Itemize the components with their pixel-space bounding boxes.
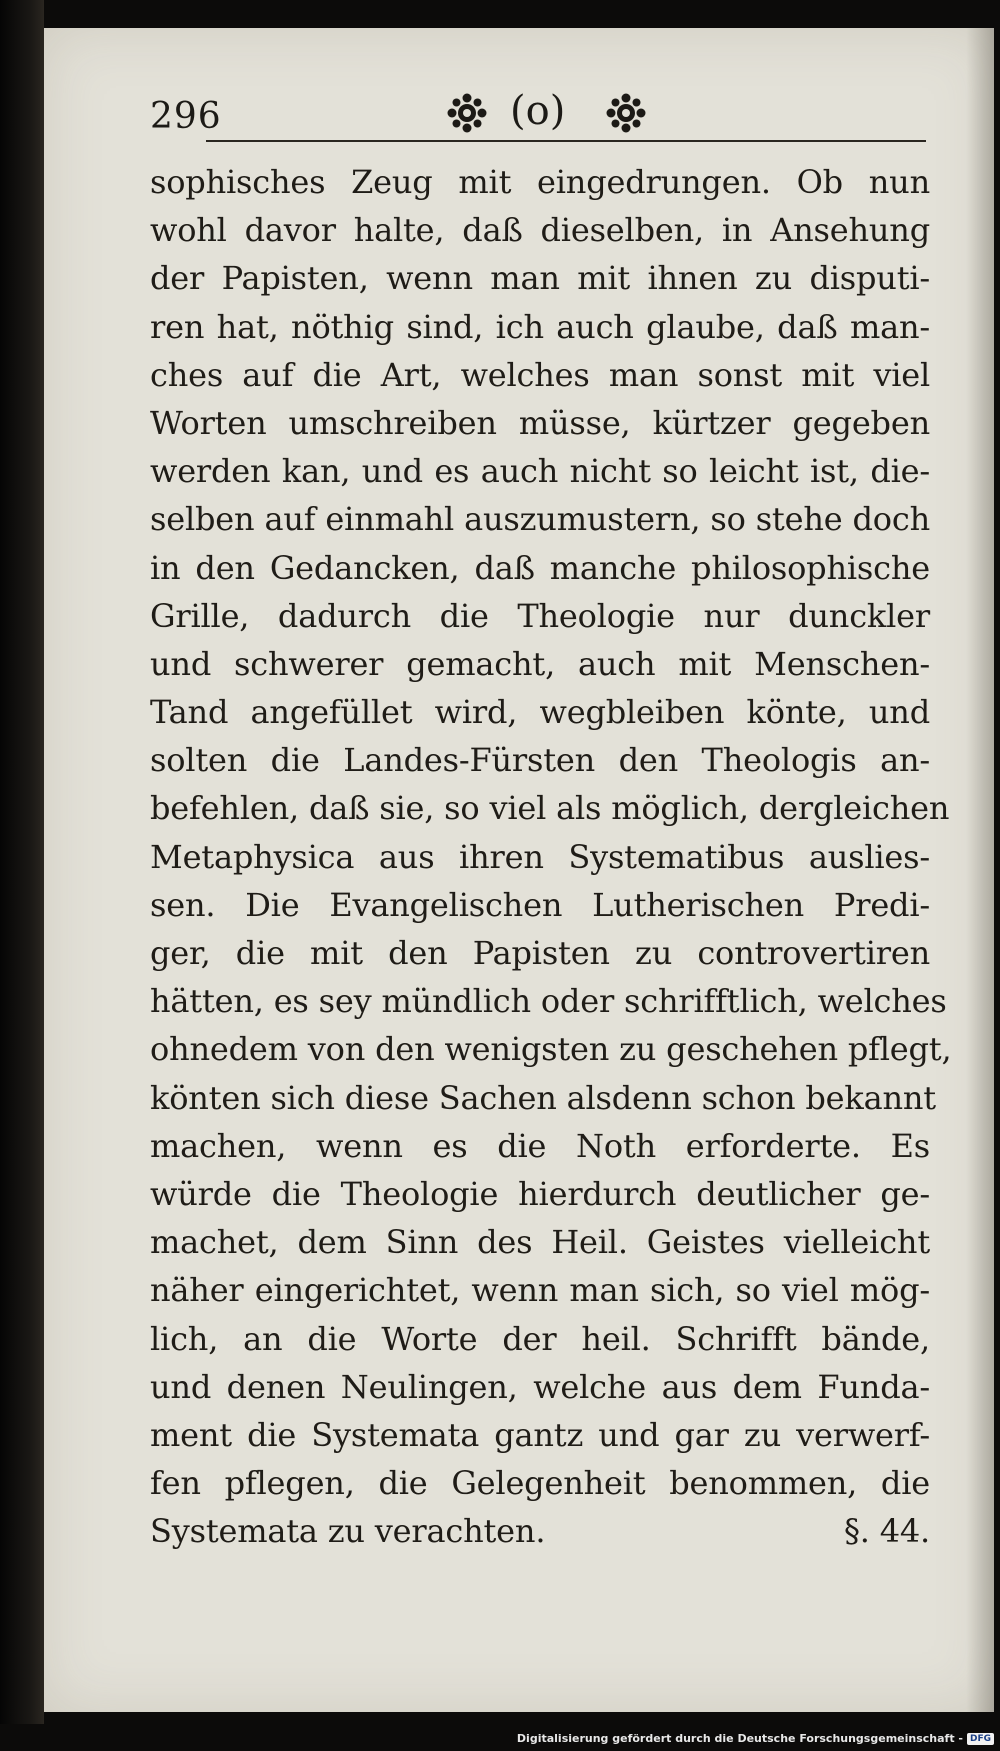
- text-line: könten sich diese Sachen alsdenn schon bekannt: [150, 1078, 936, 1117]
- running-header: [150, 82, 930, 146]
- text-line: ches auf die Art, welches man sonst mit viel: [150, 355, 930, 394]
- text-line: sen. Die Evangelischen Lutherischen Predi-: [150, 885, 930, 924]
- text-line: befehlen, daß sie, so viel als möglich, dergleichen: [150, 789, 950, 828]
- text-line: hätten, es sey mündlich oder schrifftlich, welches: [150, 982, 947, 1021]
- text-line: näher eingerichtet, wenn man sich, so viel mög-: [150, 1271, 930, 1310]
- text-line: werden kan, und es auch nicht so leicht ist, die-: [150, 452, 930, 491]
- text-line: Grille, dadurch die Theologie nur dunckler: [150, 596, 930, 635]
- body-text: [150, 158, 952, 1555]
- text-line: selben auf einmahl auszumustern, so stehe doch: [150, 500, 930, 539]
- header-ornament-mark: (o): [510, 88, 566, 134]
- digitization-credit: [517, 1732, 994, 1745]
- catchword: §. 44.: [843, 1512, 930, 1551]
- text-line: ren hat, nöthig sind, ich auch glaube, daß man-: [150, 307, 930, 346]
- text-line: würde die Theologie hierdurch deutlicher ge-: [150, 1174, 930, 1213]
- text-line: und denen Neulingen, welche aus dem Funda-: [150, 1367, 930, 1406]
- text-line: sophisches Zeug mit eingedrungen. Ob nun: [150, 163, 930, 201]
- page-number: 296: [150, 96, 222, 137]
- text-line: in den Gedancken, daß manche philosophische: [150, 548, 930, 587]
- text-line: und schwerer gemacht, auch mit Menschen-: [150, 644, 930, 683]
- rosette-ornament-icon: [605, 92, 647, 134]
- text-line: ger, die mit den Papisten zu controvertiren: [150, 934, 930, 972]
- text-line: Tand angefüllet wird, wegbleiben könte, und: [150, 693, 930, 732]
- header-rule: [206, 140, 926, 142]
- credit-text: Digitalisierung gefördert durch die Deutsche Forschungsgemeinschaft -: [516, 1732, 963, 1745]
- text-line: wohl davor halte, daß dieselben, in Ansehung: [150, 211, 930, 250]
- text-line: Metaphysica aus ihren Systematibus auslies-: [150, 837, 930, 876]
- dfg-logo: DFG: [967, 1733, 994, 1745]
- last-line-text: Systemata zu verachten.: [150, 1512, 546, 1551]
- rosette-ornament-icon: [446, 92, 488, 134]
- text-line: der Papisten, wenn man mit ihnen zu disputi-: [150, 259, 930, 298]
- text-line: ohnedem von den wenigsten zu geschehen pflegt,: [150, 1030, 952, 1069]
- text-line: lich, an die Worte der heil. Schrifft bände,: [150, 1319, 930, 1358]
- text-line: ment die Systemata gantz und gar zu verwerf-: [150, 1415, 930, 1454]
- scan-left-edge: [0, 0, 44, 1751]
- text-line: fen pflegen, die Gelegenheit benommen, die: [150, 1464, 930, 1503]
- page-edge-shadow: [966, 28, 994, 1712]
- text-line: solten die Landes-Fürsten den Theologis an-: [150, 741, 930, 780]
- text-line: machen, wenn es die Noth erforderte. Es: [150, 1126, 930, 1165]
- text-line: Worten umschreiben müsse, kürtzer gegeben: [150, 403, 930, 442]
- text-line-last: [150, 1507, 930, 1555]
- text-line: machet, dem Sinn des Heil. Geistes vielleicht: [150, 1223, 930, 1262]
